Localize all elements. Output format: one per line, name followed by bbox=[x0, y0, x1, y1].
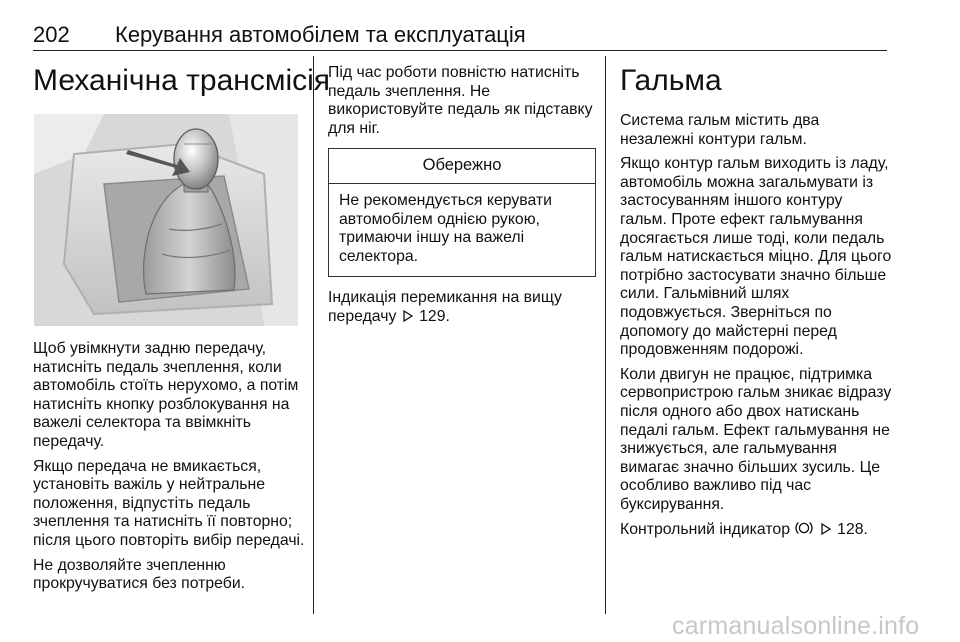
caution-text: Не рекомендується керувати автомобілем однією рукою, тримаючи іншу на важелі селектора. bbox=[339, 191, 552, 265]
clutch-intro-paragraph: Під час роботи повністю натисніть педаль зчеплення. Не використовуйте педаль як підставку для ніг. bbox=[328, 64, 593, 137]
cross-reference-arrow-icon bbox=[821, 522, 831, 534]
shift-indicator-text: Індикація перемикання на вищу передачу bbox=[328, 289, 562, 325]
brake-indicator-text: Контрольний індикатор bbox=[620, 521, 790, 539]
brakes-heading: Гальма bbox=[620, 64, 722, 97]
transmission-paragraph-1: Щоб увімкнути задню передачу, натисніть педаль зчеплення, коли автомобіль стоїть нерухомо, а потім натисніть кнопку розблокування на важелі селектора та ввімкніть передачу. bbox=[33, 340, 299, 450]
cross-reference-arrow-icon bbox=[403, 309, 413, 321]
page-header bbox=[33, 20, 887, 51]
brakes-paragraph-2: Якщо контур гальм виходить із ладу, автомобіль можна загальмувати із застосуванням іншого контуру гальм. Проте ефект гальмування досягається лише тоді, коли педаль гальм натискається міцно. Для цього потрібно застосувати значно більше сили. Гальмівний шлях подовжується. Зверніться по допомогу до майстерні перед продовженням подорожі. bbox=[620, 155, 892, 359]
shift-indicator-paragraph bbox=[328, 289, 596, 326]
column-divider-right bbox=[605, 56, 606, 614]
site-watermark: carmanualsonline.info bbox=[672, 612, 920, 640]
brake-indicator-page-link[interactable]: 128. bbox=[837, 521, 868, 539]
caution-title: Обережно bbox=[329, 149, 595, 184]
running-title: Керування автомобілем та експлуатація bbox=[115, 22, 526, 47]
caution-box bbox=[328, 148, 596, 277]
transmission-heading: Механічна трансмісія bbox=[33, 64, 331, 97]
brake-indicator-paragraph bbox=[620, 520, 892, 540]
brake-warning-lamp-icon bbox=[795, 520, 813, 536]
transmission-paragraph-3: Не дозволяйте зчепленню прокручуватися без потреби. bbox=[33, 556, 246, 593]
middle-text-column bbox=[328, 64, 596, 333]
column-divider-left bbox=[313, 56, 314, 614]
brakes-paragraph-3: Коли двигун не працює, підтримка сервопристрою гальм зникає відразу після одного або двох натискань педалі гальм. Ефект гальмування не знижується, але гальмування вимагає значно більших зусиль. Це особливо важливо під час буксирування. bbox=[620, 365, 892, 513]
transmission-paragraph-2: Якщо передача не вмикається, установіть важіль у нейтральне положення, відпустіть педаль зчеплення та натисніть її повторно; після цього повторіть вибір передачі. bbox=[33, 457, 305, 549]
page-number: 202 bbox=[33, 22, 70, 47]
brakes-paragraph-1: Система гальм містить два незалежні контури гальм. bbox=[620, 112, 820, 148]
transmission-text-column bbox=[33, 340, 308, 600]
gear-shift-lever-illustration bbox=[34, 114, 298, 326]
shift-indicator-page-link[interactable]: 129. bbox=[419, 307, 450, 325]
gear-shift-figure bbox=[34, 114, 298, 326]
brakes-text-column bbox=[620, 112, 892, 546]
